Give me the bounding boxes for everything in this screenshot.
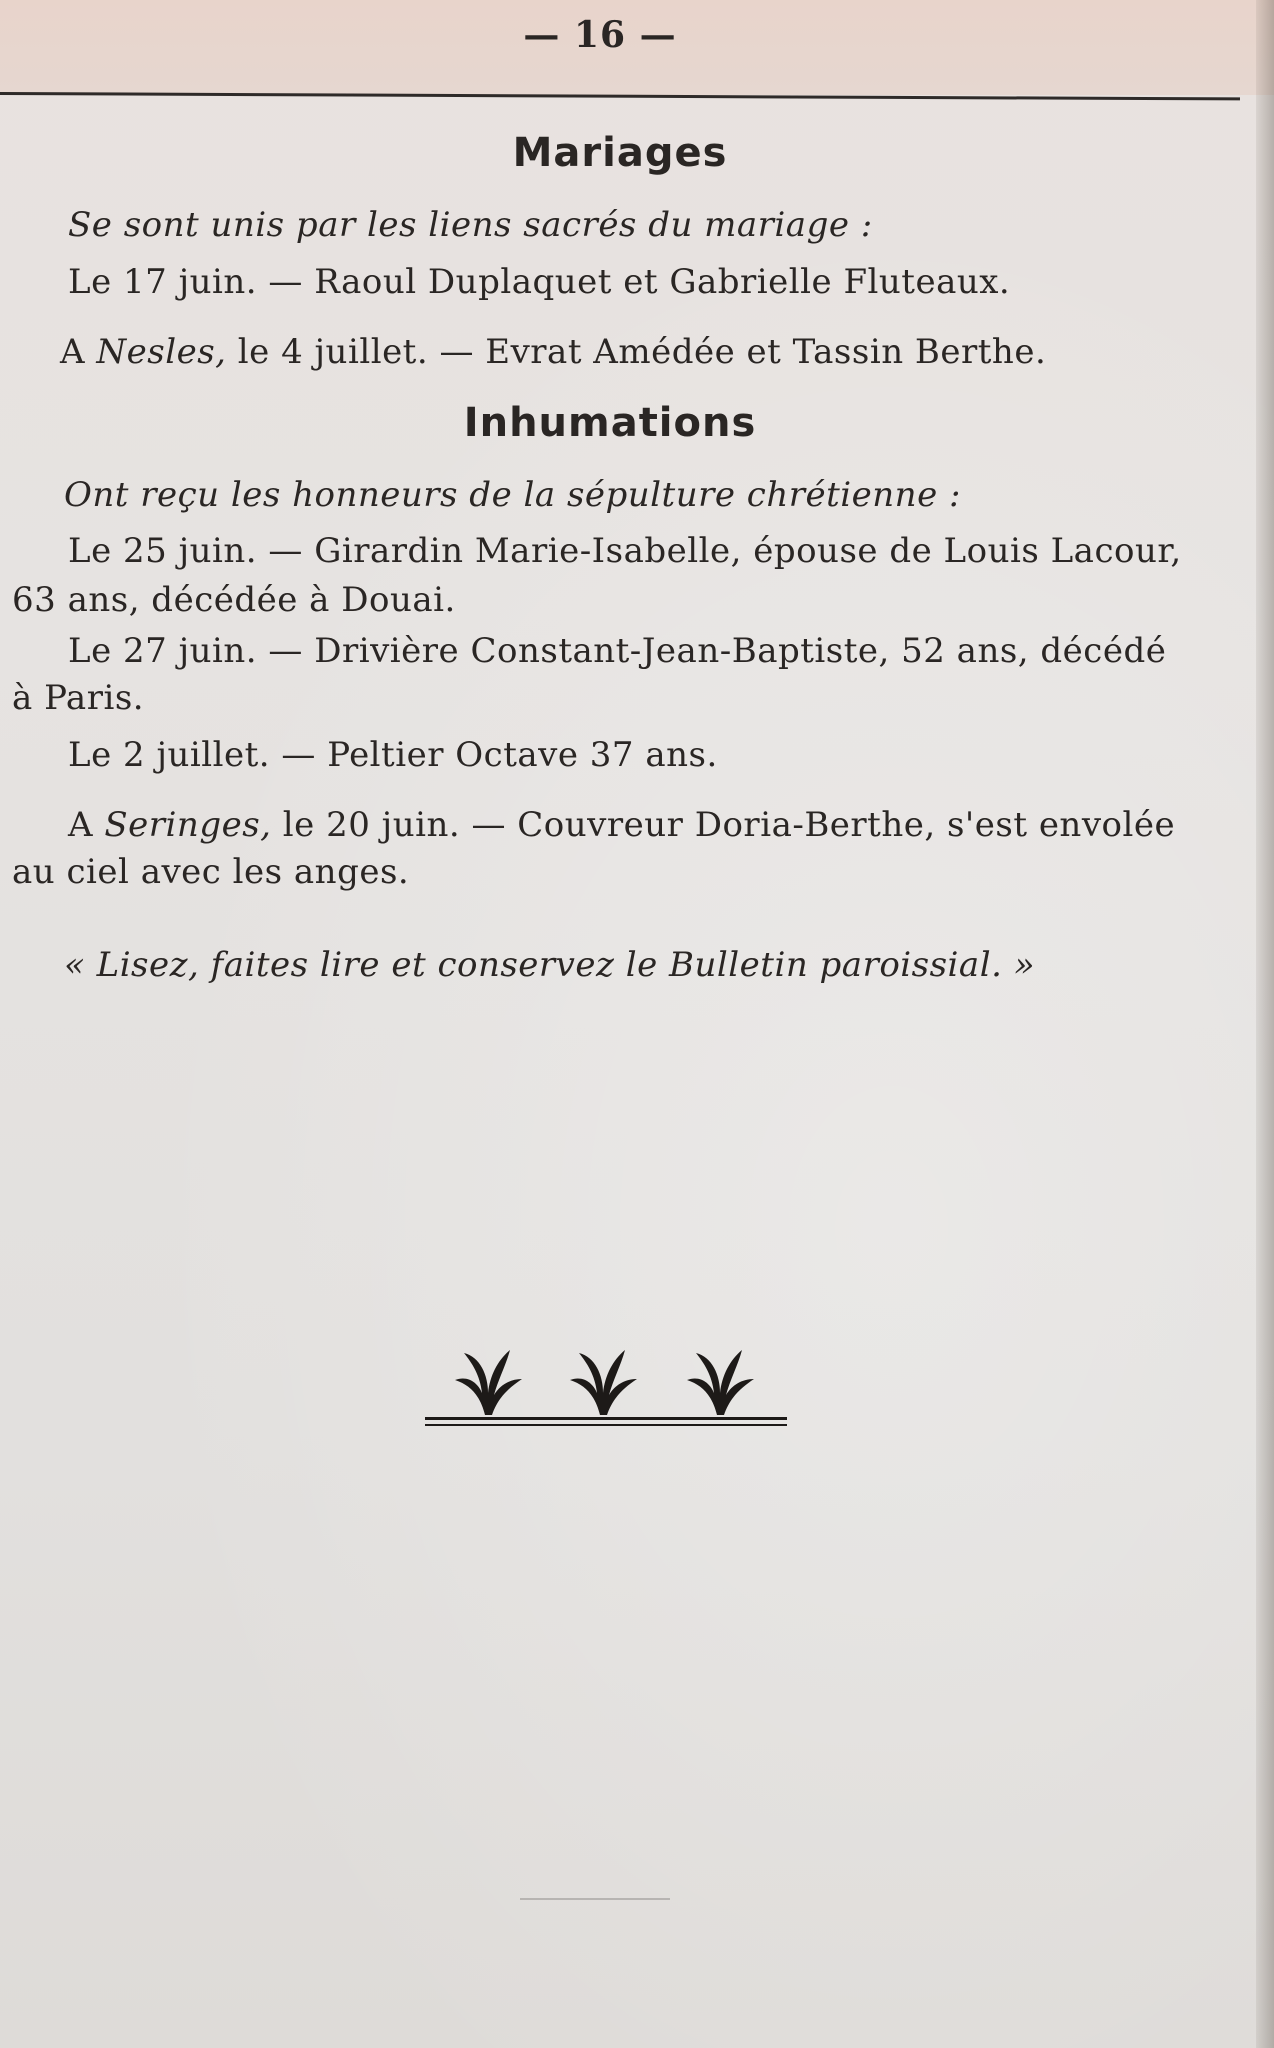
inhumations-entry-1-line-1: Le 25 juin. — Girardin Marie-Isabelle, épouse de Louis Lacour,	[68, 531, 1182, 571]
mariages-entry-2	[60, 332, 1046, 372]
faint-divider	[520, 1898, 670, 1900]
section-title-inhumations: Inhumations	[463, 400, 757, 446]
section-title-mariages: Mariages	[512, 130, 728, 176]
page-number: — 16 —	[523, 14, 677, 56]
inhumations-entry-3: Le 2 juillet. — Peltier Octave 37 ans.	[68, 735, 718, 775]
inhumations-entry-4-rest: le 20 juin. — Couvreur Doria-Berthe, s'est envolée	[271, 805, 1176, 845]
closing-quote: « Lisez, faites lire et conservez le Bulletin paroissial. »	[64, 945, 1035, 985]
mariages-intro: Se sont unis par les liens sacrés du mariage :	[68, 205, 873, 245]
inhumations-entry-4-line-2: au ciel avec les anges.	[12, 852, 410, 892]
inhumations-entry-4-line-1	[68, 805, 1175, 845]
inhumations-intro: Ont reçu les honneurs de la sépulture chrétienne :	[64, 475, 961, 515]
page-edge-shadow	[1256, 0, 1274, 2048]
inhumations-entry-4-place: Seringes,	[104, 805, 272, 845]
mariages-entry-2-rest: le 4 juillet. — Evrat Amédée et Tassin Berthe.	[226, 332, 1047, 372]
mariages-entry-1: Le 17 juin. — Raoul Duplaquet et Gabrielle Fluteaux.	[68, 262, 1011, 302]
mariages-entry-2-prefix: A	[60, 332, 97, 372]
inhumations-entry-4-prefix: A	[68, 805, 105, 845]
mariages-entry-2-place: Nesles,	[96, 332, 227, 372]
three-fleuron-ornament-icon	[420, 1325, 790, 1435]
inhumations-entry-1-line-2: 63 ans, décédée à Douai.	[12, 580, 456, 620]
inhumations-entry-2-line-2: à Paris.	[12, 678, 145, 718]
inhumations-entry-2-line-1: Le 27 juin. — Drivière Constant-Jean-Baptiste, 52 ans, décédé	[68, 631, 1167, 671]
